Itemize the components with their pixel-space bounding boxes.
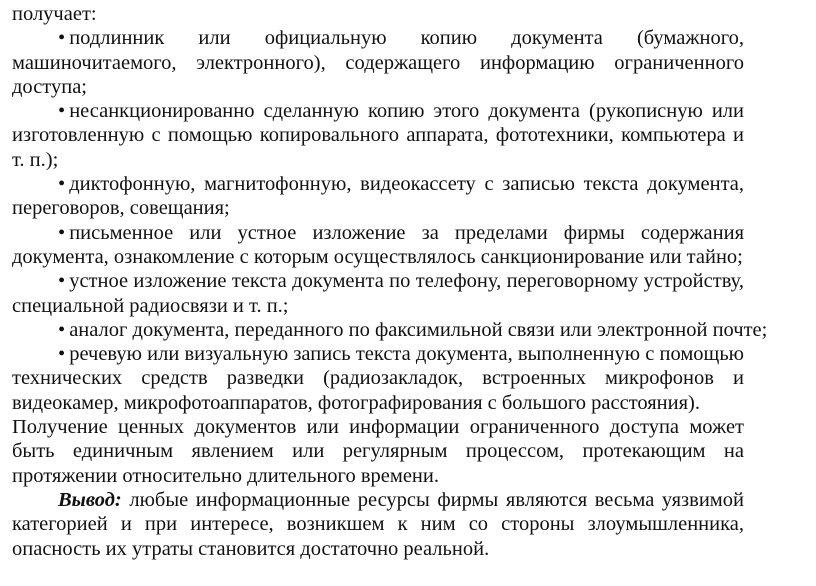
body-paragraph: Получение ценных документов или информации ограниченного доступа может быть единичным явлением или регулярным процессом, протекающим на протяжении относительно длительного времени. (12, 416, 744, 487)
list-item (12, 342, 744, 415)
bullet-icon: • (58, 27, 66, 50)
bullet-icon: • (58, 318, 66, 341)
list-item-text: письменное или устное изложение за пределами фирмы содержания документа, ознакомление с которым осуществлялось санкционирование или тайно; (12, 221, 744, 268)
list-item-text: речевую или визуальную запись текста документа, выполненную с помощью технических средств разведки (радиозакладок, встроенных микрофонов и видеокамер, микрофотоаппаратов, фотографирования с большого расстояния). (12, 343, 744, 414)
bullet-icon: • (58, 221, 66, 244)
conclusion-label: Вывод: (58, 488, 122, 511)
bullet-icon: • (58, 100, 66, 123)
list-item (12, 318, 768, 342)
list-item-text: аналог документа, переданного по факсимильной связи или электронной почте; (69, 318, 768, 341)
bullet-icon: • (58, 270, 66, 293)
bullet-icon: • (58, 343, 66, 366)
list-item (12, 221, 744, 270)
list-item (12, 26, 744, 99)
list-item-text: подлинник или официальную копию документа (бумажного, машиночитаемого, электронного), содержащего информацию ограниченного доступа; (12, 27, 744, 98)
intro-line: получает: (12, 3, 97, 25)
list-item (12, 269, 744, 318)
list-item (12, 172, 744, 221)
list-item-text: несанкционированно сделанную копию этого документа (рукописную или изготовленную с помощью копировального аппарата, фототехники, компьютера и т. п.); (12, 100, 744, 171)
list-item-text: устное изложение текста документа по телефону, переговорному устройству, специальной радиосвязи и т. п.; (12, 270, 744, 317)
conclusion-paragraph (12, 488, 744, 561)
bullet-icon: • (58, 173, 66, 196)
list-item (12, 99, 744, 172)
list-item-text: диктофонную, магнитофонную, видеокассету с записью текста документа, переговоров, совещания; (12, 173, 744, 220)
conclusion-text: любые информационные ресурсы фирмы являются весьма уязвимой категорией и при интересе, возникшем к ним со стороны злоумышленника, опасность их утраты становится достаточно реальной. (12, 488, 744, 560)
